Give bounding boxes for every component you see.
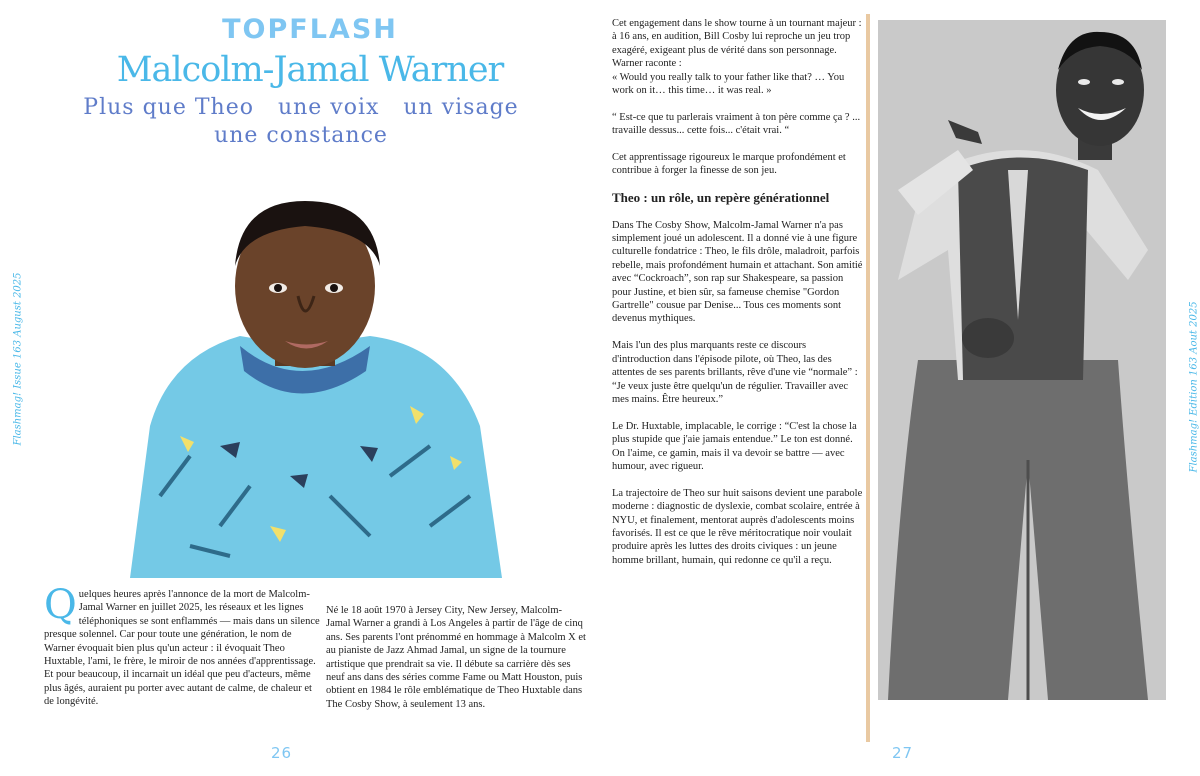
article-column-1 xyxy=(44,582,320,709)
side-edition-text: Flashmag! Edition 163 Aout 2025 xyxy=(1188,301,1200,473)
column-1-text: uelques heures après l'annonce de la mort de Malcolm-Jamal Warner en juillet 2025, les réseaux et les lignes téléphoniques se sont enflammés — mais dans un silence presque solennel. Car pour toute une génération, le nom de Warner évoquait bien plus qu'un acteur : il évoquait Theo Huxtable, l'ami, le frère, le miroir de nos années d'apprentissage. Et pour beaucoup, il incarnait un idéal que peu d'acteurs, même plus âgés, auraient pu porter avec autant de calme, de chaleur et de longévité. xyxy=(44,589,320,708)
paragraph-trajectory: La trajectoire de Theo sur huit saisons devient une parabole moderne : diagnostic de dyslexie, combat scolaire, entrée à NYU, et finalement, mentorat auprès d'adolescents moins favorisés. Il est ce que le rêve méritocratique noir voulait produire après les luttes des droits civiques : un jeune homme brillant, humain, qui redonne ce qu'il a reçu. xyxy=(612,487,863,566)
photo-young-actor xyxy=(130,196,502,578)
column-2-text: Né le 18 août 1970 à Jersey City, New Jersey, Malcolm-Jamal Warner a grandi à Los Angeles à partir de l'âge de cinq ans. Ses parents l'ont prénommé en hommage à Malcolm X et au pianiste de Jazz Ahmad Jamal, un signe de la tournure artistique que prendrait sa vie. Il débute sa carrière dès ses neuf ans dans des séries comme Fame ou Matt Houston, puis obtient en 1984 le rôle emblématique de Theo Huxtable dans The Cosby Show, à seulement 13 ans. xyxy=(326,605,586,710)
paragraph-audition-text: Cet engagement dans le show tourne à un tournant majeur : à 16 ans, en audition, Bill Cosby lui reproche un jeu trop exagéré, exigeant plus de vérité dans son personnage. Warner raconte : xyxy=(612,18,862,70)
paragraph-pilot-quote: “Je veux juste être quelqu'un de régulier. Travailler avec mes mains. Être heureux.” xyxy=(612,380,849,405)
page-number-left: 26 xyxy=(271,744,293,762)
magazine-section-logo: TOPFLASH xyxy=(222,14,398,45)
paragraph-huxtable: Le Dr. Huxtable, implacable, le corrige : “C'est la chose la plus stupide que j'aie jamais entendue.” Le ton est donné. On l'aime, ce gamin, mais il va devoir se battre — avec humour, avec rigueur. xyxy=(612,420,857,472)
paragraph-theo-role: Dans The Cosby Show, Malcolm-Jamal Warner n'a pas simplement joué un adolescent. Il a donné vie à une figure culturelle fondatrice : Theo, le fils drôle, maladroit, parfois rebelle, mais profondément humain et attachant. Son amitié avec “Cockroach”, son rap sur Shakespeare, sa passion pour Justine, et bien sûr, sa fameuse chemise "Gordon Gartrelle" cousue par Denise... Tous ces moments sont devenus mythiques. xyxy=(612,219,863,325)
drop-cap: Q xyxy=(44,582,77,628)
right-page xyxy=(600,0,1200,776)
paragraph-pilot-text: Mais l'un des plus marquants reste ce discours d'introduction dans l'épisode pilote, où Theo, las des attentes de ses parents brillants, rêve d'une vie “normale” : xyxy=(612,340,858,379)
side-issue-text: Flashmag! Issue 163 August 2025 xyxy=(12,272,24,446)
subtitle-line-2: une constance xyxy=(214,123,388,148)
article-column-2 xyxy=(326,604,586,711)
paragraph-apprenticeship: Cet apprentissage rigoureux le marque profondément et contribue à forger la finesse de son jeu. xyxy=(612,152,846,177)
paragraph-audition-quote: « Would you really talk to your father like that? … You work on it… this time… it was real. » xyxy=(612,71,845,97)
subtitle-line-1: Plus que Theo une voix un visage xyxy=(83,95,519,120)
page-number-right: 27 xyxy=(892,744,914,762)
article-title: Malcolm-Jamal Warner xyxy=(116,50,504,90)
section-heading: Theo : un rôle, un repère générationnel xyxy=(612,190,830,206)
paragraph-pilot-speech xyxy=(612,339,864,406)
paragraph-translation: “ Est-ce que tu parlerais vraiment à ton père comme ça ? ... travaille dessus... cette fois... c'était vrai. “ xyxy=(612,111,861,137)
photo-actor-pointing xyxy=(878,20,1166,700)
column-divider xyxy=(866,14,870,742)
paragraph-audition xyxy=(612,17,864,97)
article-subtitle xyxy=(0,94,602,150)
article-column-3 xyxy=(612,17,864,581)
